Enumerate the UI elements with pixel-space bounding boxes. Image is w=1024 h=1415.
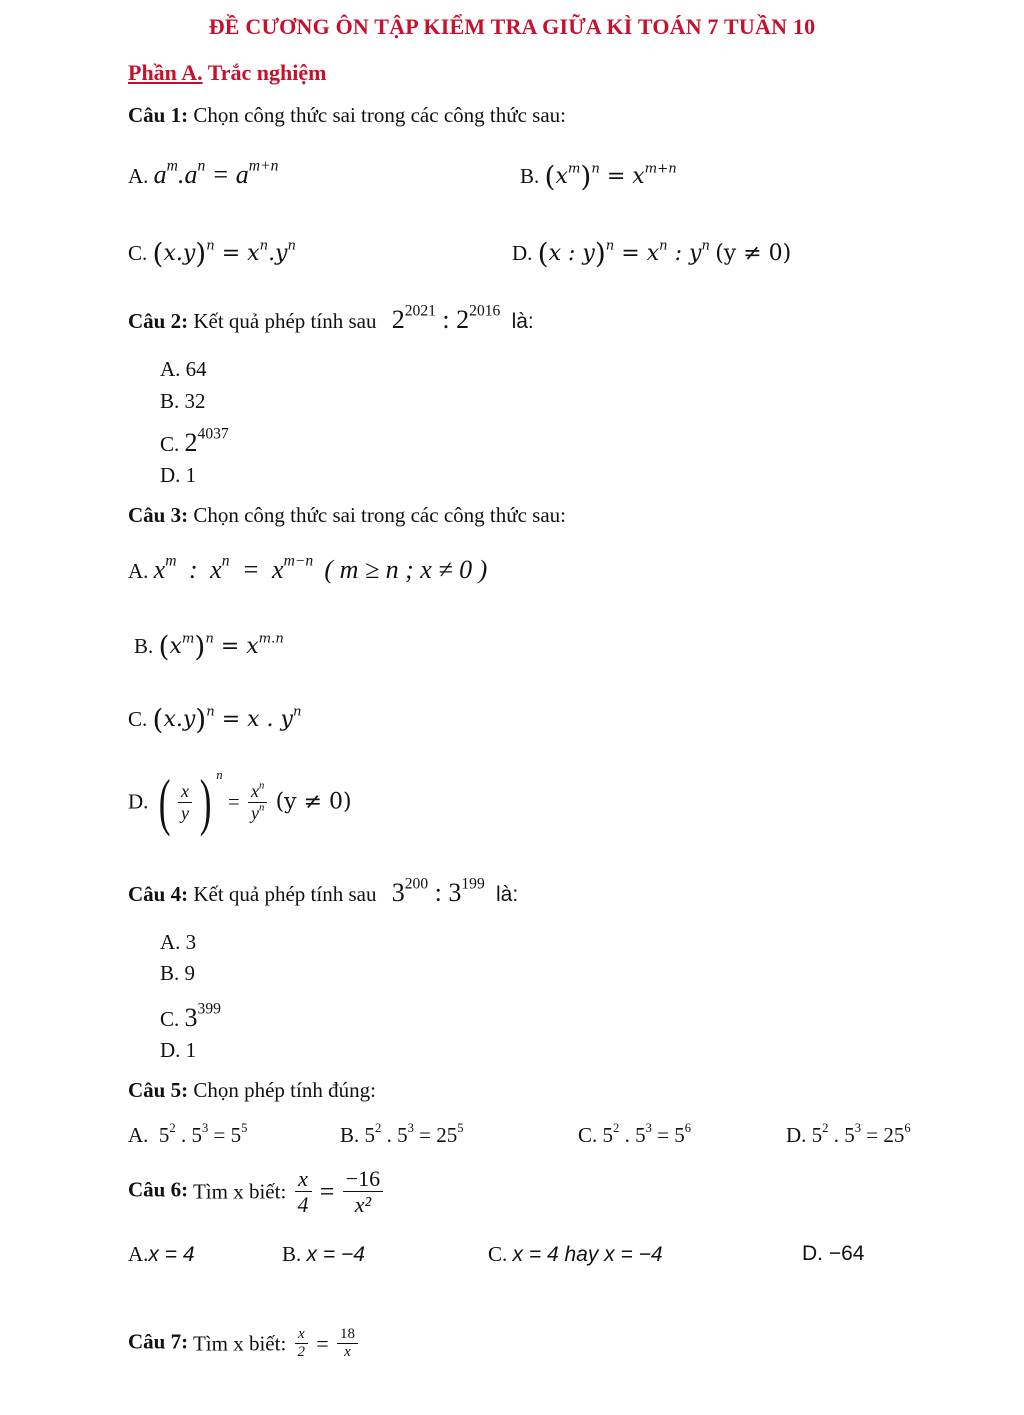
q2-text: Kết quả phép tính sau: [188, 309, 377, 333]
q5-option-a: A. $5^2$ . $5^3 = 5^5$: [128, 1120, 248, 1147]
q3-text: Chọn công thức sai trong các công thức sau:: [188, 503, 567, 527]
q4-prompt: Câu 4: Kết quả phép tính sau $3^{200}$ : $3^{199}$ là:: [128, 875, 519, 907]
q6-fraction-left: $\frac{x}{4}$: [295, 1166, 312, 1218]
q6-label: Câu 6:: [128, 1177, 189, 1202]
q2-option-a: A. 64: [160, 357, 207, 381]
q7-text: Tìm x biết:: [188, 1331, 287, 1356]
q5-option-b: B. $5^2$ . $5^3 = 25^5$: [340, 1120, 464, 1147]
q5-option-d: D. $5^2$ . $5^3 = 25^6$: [786, 1120, 911, 1147]
q1-prompt: [128, 103, 566, 128]
q6-option-c: C. x = 4 hay x = −4: [488, 1242, 663, 1266]
q3-option-b: B. $(x^m)^n = x^{m.n}$: [134, 630, 284, 663]
q6-option-d: D. −64: [802, 1242, 865, 1265]
q7-prompt: Câu 7: Tìm x biết: $\frac{x}{2}$ = $\frac{18}{x}$: [128, 1326, 361, 1362]
section-heading: [128, 60, 326, 86]
q1-option-b: B. $(x^m)^n = x^{m+n}$: [520, 160, 677, 193]
q3-prompt: [128, 503, 566, 528]
section-rest: Trắc nghiệm: [202, 60, 327, 85]
q6-fraction-right: $\frac{-16}{\text{x²}}$: [343, 1166, 383, 1218]
q6-prompt: Câu 6: Tìm x biết: $\frac{x}{4}$ = $\frac{-16}{\text{x²}}$: [128, 1166, 386, 1218]
q6-option-b: B. x = −4: [282, 1242, 365, 1266]
section-label: Phần A.: [128, 60, 203, 85]
q5-label: Câu 5:: [128, 1078, 189, 1102]
q7-fraction-left: $\frac{x}{2}$: [295, 1326, 309, 1362]
q4-text: Kết quả phép tính sau: [188, 882, 377, 906]
q2-option-c: C. $2^{4037}$: [160, 425, 229, 457]
q1-text: Chọn công thức sai trong các công thức sau:: [188, 103, 567, 127]
q6-option-a: A.x = 4: [128, 1242, 195, 1266]
document-title: ĐỀ CƯƠNG ÔN TẬP KIỂM TRA GIỮA KÌ TOÁN 7 TUẦN 10: [208, 14, 816, 39]
q7-label: Câu 7:: [128, 1329, 189, 1354]
q3-option-d: D. ( $\frac{x}{y}$ ) $^n$ = $\frac{x^n}{y^n}$ (y ≠ 0): [128, 766, 352, 837]
q3-option-a: A. $x^m$ : $x^n = x^{m-n}$ ( m ≥ n ; x ≠ 0 ): [128, 552, 488, 584]
q4-label: Câu 4:: [128, 882, 189, 906]
q4-option-a: A. 3: [160, 930, 197, 954]
q4-option-c: C. $3^{399}$: [160, 1000, 221, 1032]
q3-option-c: C. $(x.y)^n = x$ . $y^n$: [128, 703, 302, 736]
q5-text: Chọn phép tính đúng:: [188, 1078, 376, 1102]
q2-label: Câu 2:: [128, 309, 189, 333]
q2-option-d: D. 1: [160, 463, 197, 487]
q3-label: Câu 3:: [128, 503, 189, 527]
q1-option-a: A. $a^m.a^n = a^{m+n}$: [128, 157, 279, 189]
q1-option-d: D. (x : $y)^n = x^n$ : $y^n$ (y ≠ 0): [512, 237, 792, 270]
q5-prompt: [128, 1078, 376, 1103]
q1-label: Câu 1:: [128, 103, 189, 127]
q2-prompt: Câu 2: Kết quả phép tính sau $2^{2021}$ : $2^{2016}$ là:: [128, 302, 534, 334]
q1-option-c: C. $(x.y)^n = x^n.y^n$: [128, 237, 296, 270]
q4-option-d: D. 1: [160, 1038, 197, 1062]
q4-option-b: B. 9: [160, 961, 196, 985]
q6-text: Tìm x biết:: [188, 1179, 287, 1204]
q5-option-c: C. $5^2$ . $5^3 = 5^6$: [578, 1120, 691, 1147]
q7-fraction-right: $\frac{18}{x}$: [337, 1326, 358, 1362]
q2-option-b: B. 32: [160, 389, 206, 413]
